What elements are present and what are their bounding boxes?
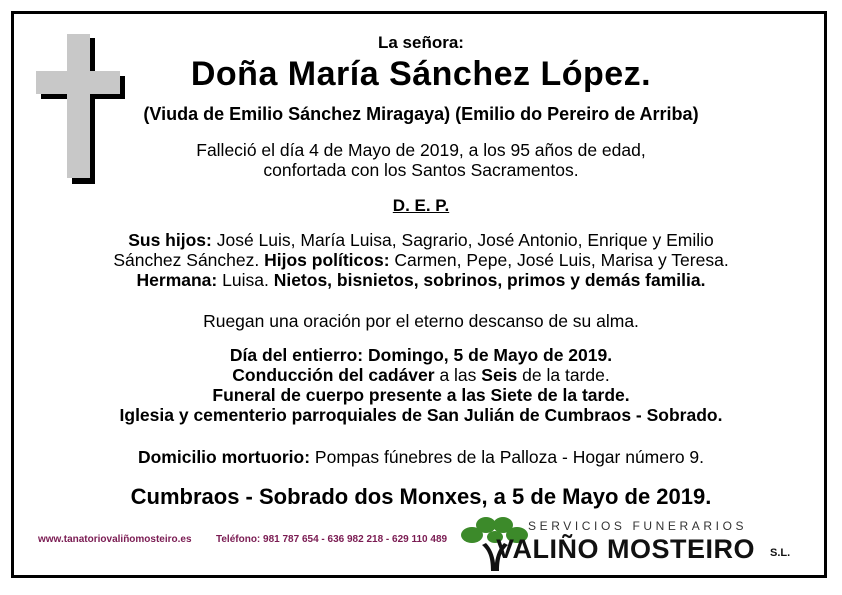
hermana-label: Hermana: bbox=[136, 270, 218, 291]
politicos-label: Hijos políticos: bbox=[264, 250, 390, 271]
website-link[interactable]: www.tanatoriovaliñomosteiro.es bbox=[38, 534, 192, 545]
intro-line: La señora: bbox=[378, 33, 464, 52]
death-line-1: Falleció el día 4 de Mayo de 2019, a los 95 años de edad, bbox=[196, 140, 646, 160]
widow-line: (Viuda de Emilio Sánchez Miragaya) (Emilio do Pereiro de Arriba) bbox=[143, 104, 699, 124]
family-line-1 bbox=[60, 230, 782, 250]
burial-line-3: Funeral de cuerpo presente a las Siete de la tarde. bbox=[212, 385, 630, 406]
family-line-3 bbox=[60, 270, 782, 290]
death-details bbox=[60, 140, 782, 180]
family-block bbox=[60, 230, 782, 290]
burial-line-4: Iglesia y cementerio parroquiales de San Julián de Cumbraos - Sobrado. bbox=[119, 405, 723, 426]
logo-brand: VALIÑO MOSTEIRO bbox=[496, 534, 756, 564]
logo-suffix: S.L. bbox=[770, 547, 791, 559]
domicile-label: Domicilio mortuorio: bbox=[137, 447, 311, 467]
prayer-line: Ruegan una oración por el eterno descanso de su alma. bbox=[203, 311, 639, 331]
domicile-line bbox=[60, 447, 782, 467]
hijos-text: José Luis, María Luisa, Sagrario, José Antonio, Enrique y Emilio bbox=[211, 230, 714, 250]
hijos-label: Sus hijos: bbox=[128, 230, 212, 250]
dep-text: D. E. P. bbox=[392, 196, 450, 215]
phone-numbers: Teléfono: 981 787 654 - 636 982 218 - 629 110 489 bbox=[216, 534, 448, 545]
domicile-text: Pompas fúnebres de la Palloza - Hogar número 9. bbox=[310, 447, 705, 467]
deceased-name: Doña María Sánchez López. bbox=[190, 55, 652, 93]
burial-block bbox=[60, 345, 782, 426]
death-line-2: confortada con los Santos Sacramentos. bbox=[263, 160, 579, 181]
family-line-2 bbox=[60, 250, 782, 270]
burial-line-2 bbox=[60, 365, 782, 385]
logo-tagline: SERVICIOS FUNERARIOS bbox=[528, 519, 748, 533]
hijos-surname: Sánchez Sánchez. bbox=[113, 250, 265, 271]
company-logo bbox=[458, 515, 800, 573]
conduccion-label: Conducción del cadáver bbox=[232, 365, 435, 386]
burial-line-1: Día del entierro: Domingo, 5 de Mayo de 2019. bbox=[229, 345, 613, 365]
conduccion-hour: Seis bbox=[481, 365, 518, 386]
place-date-line: Cumbraos - Sobrado dos Monxes, a 5 de Mayo de 2019. bbox=[130, 484, 712, 509]
dep-line bbox=[60, 196, 782, 216]
politicos-text: Carmen, Pepe, José Luis, Marisa y Teresa. bbox=[389, 250, 729, 271]
hermana-text: Luisa. bbox=[217, 270, 274, 291]
conduccion-a: a las bbox=[434, 365, 482, 386]
nietos-text: Nietos, bisnietos, sobrinos, primos y demás familia. bbox=[273, 270, 706, 291]
conduccion-rest: de la tarde. bbox=[517, 365, 610, 386]
